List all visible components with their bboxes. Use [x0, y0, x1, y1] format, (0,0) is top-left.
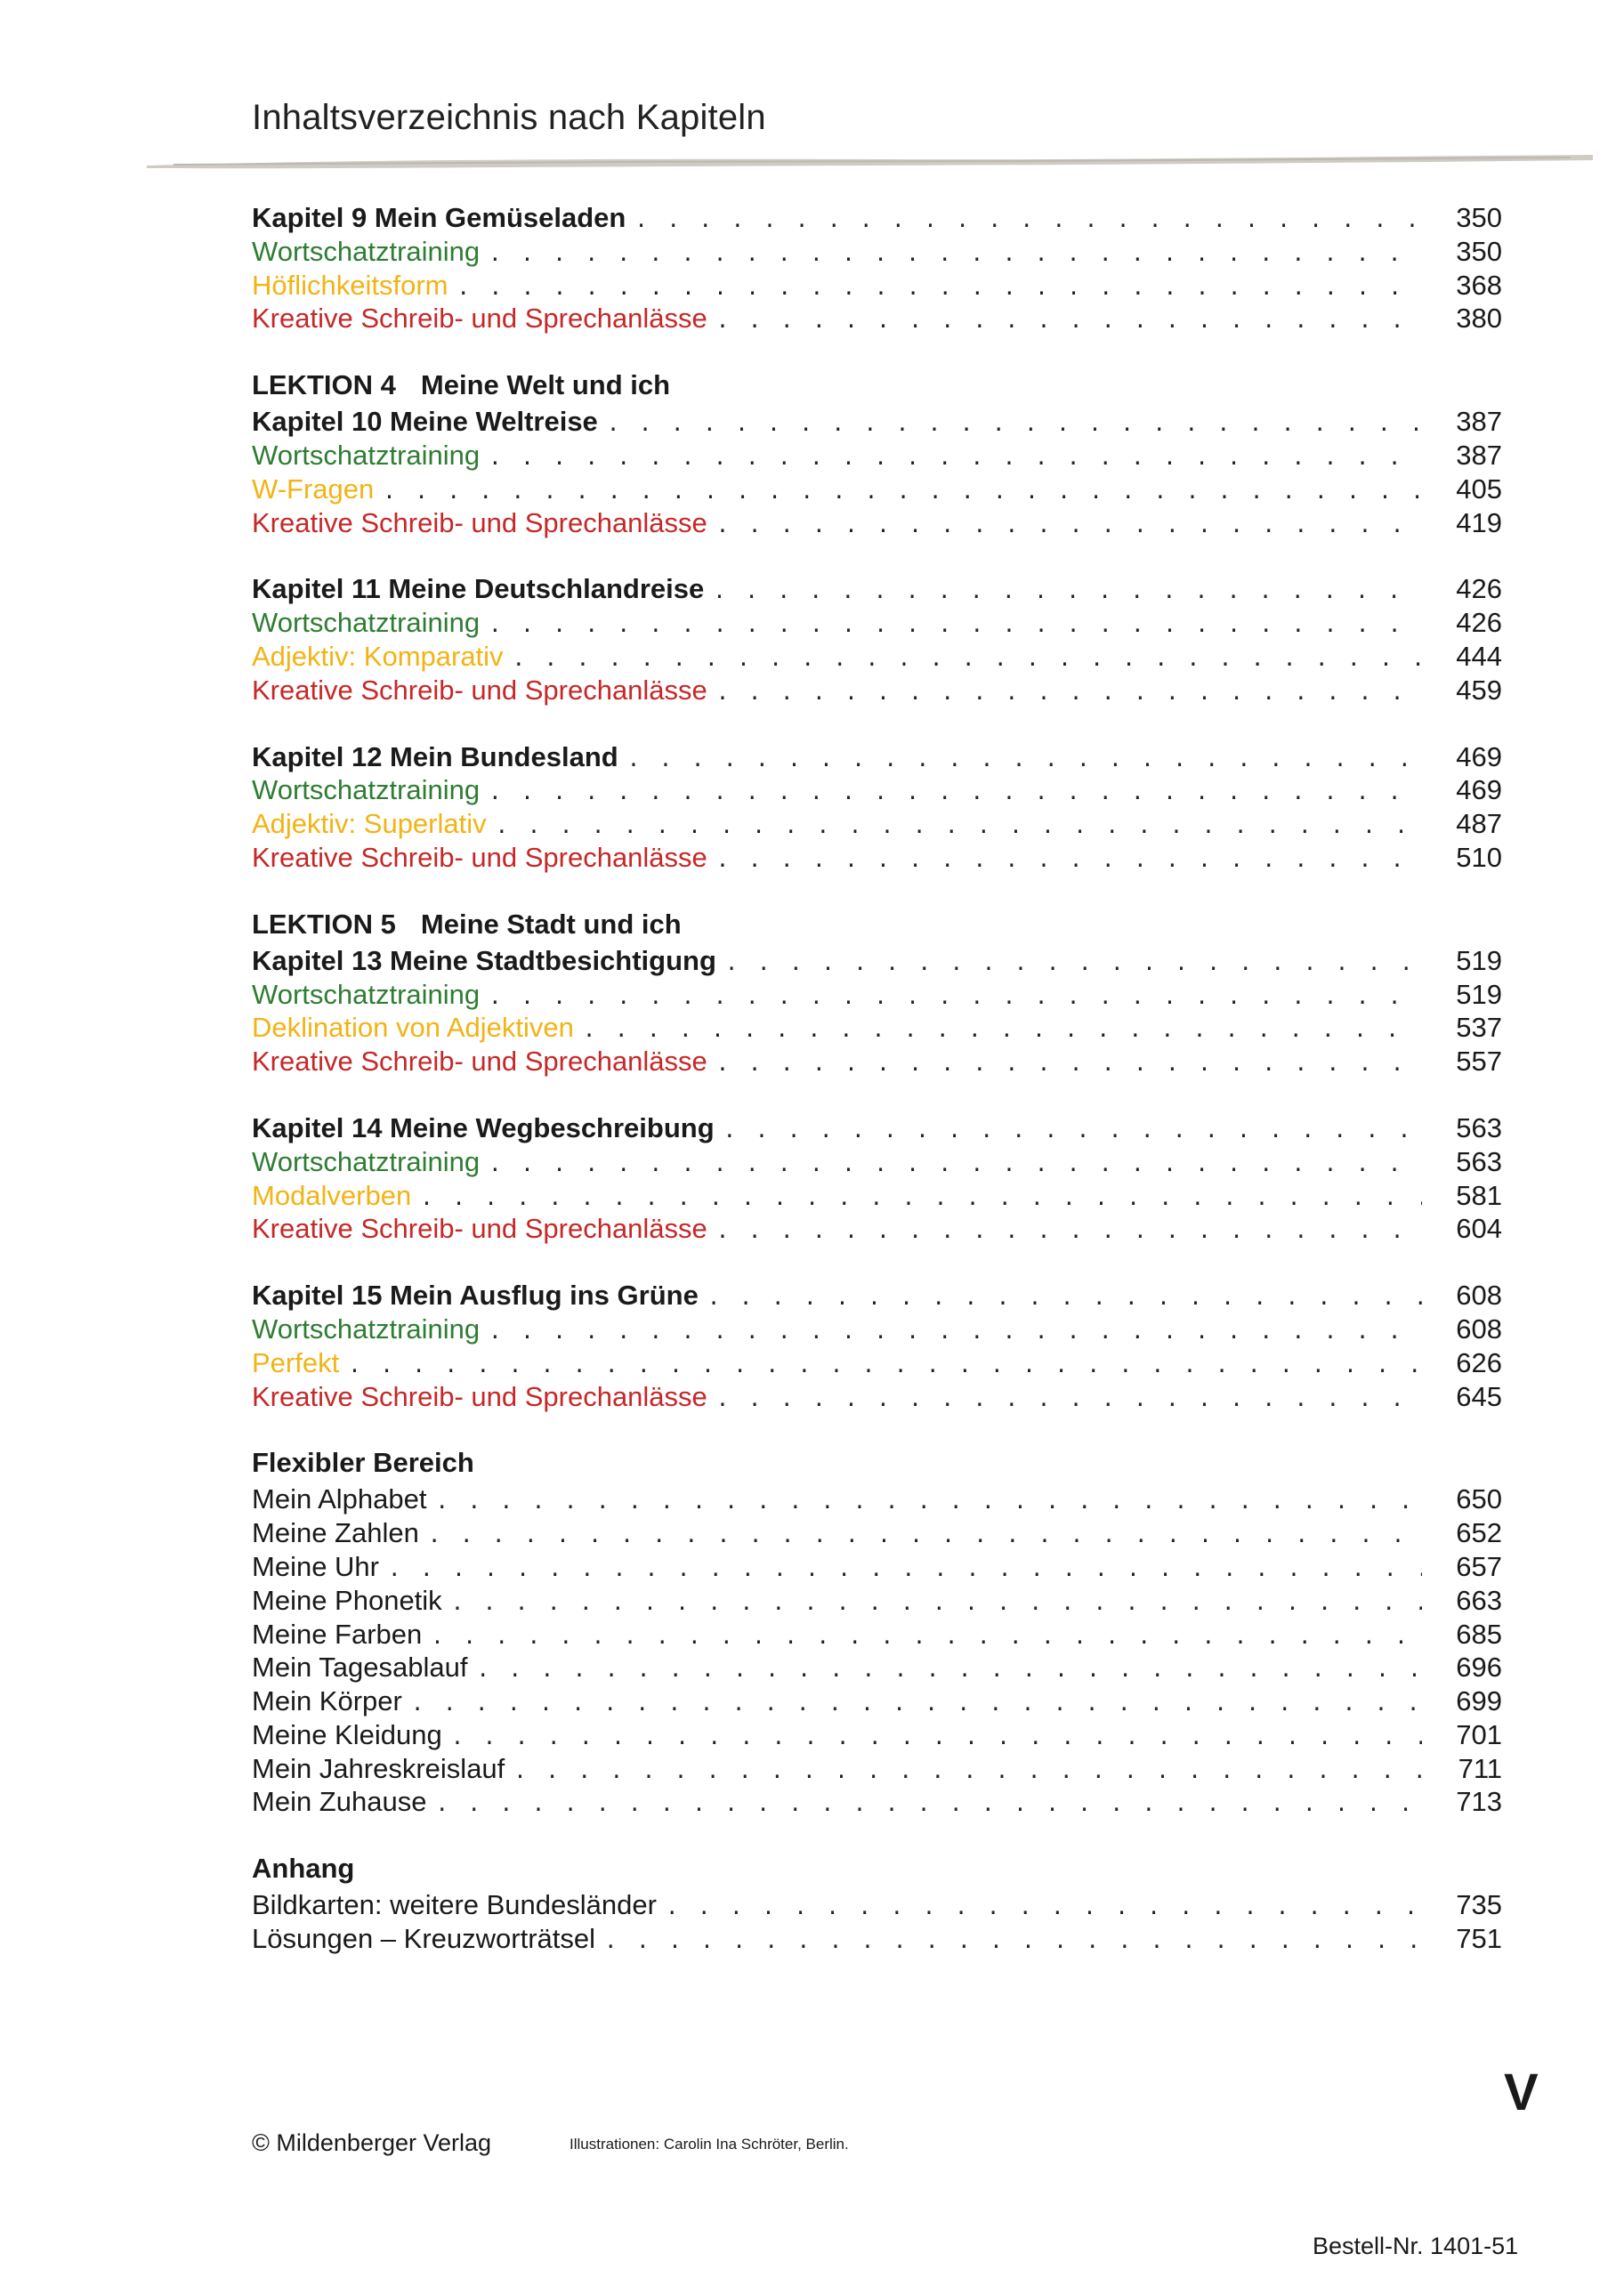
- entry-page: 563: [1456, 1111, 1502, 1143]
- entry-page: 713: [1456, 1786, 1502, 1818]
- toc-entry-creative[interactable]: [252, 1212, 1502, 1246]
- entry-page: 419: [1456, 506, 1502, 538]
- entry-label: Meine Kleidung: [252, 1718, 442, 1750]
- toc-entry[interactable]: [252, 1584, 1502, 1618]
- toc-entry[interactable]: [252, 1922, 1502, 1956]
- entry-page: 469: [1456, 774, 1502, 806]
- leader-dots: [435, 1485, 1422, 1519]
- toc-entry-creative[interactable]: [252, 674, 1502, 707]
- entry-page: 696: [1456, 1652, 1502, 1684]
- entry-label: Adjektiv: Superlativ: [252, 808, 487, 840]
- chapter-11: [252, 572, 1502, 707]
- toc-entry-creative[interactable]: [252, 506, 1502, 540]
- leader-dots: [723, 1114, 1422, 1148]
- leader-dots: [607, 408, 1422, 441]
- leader-dots: [716, 304, 1422, 338]
- leader-dots: [411, 1687, 1422, 1721]
- entry-label: Kapitel 12 Mein Bundesland: [252, 740, 618, 772]
- entry-label: Kapitel 15 Mein Ausflug ins Grüne: [252, 1280, 699, 1312]
- entry-page: 581: [1456, 1179, 1502, 1211]
- entry-label: Wortschatztraining: [252, 235, 481, 267]
- entry-page: 350: [1456, 235, 1502, 267]
- anhang-list: [252, 1888, 1502, 1956]
- toc-entry-vocabulary[interactable]: [252, 1313, 1502, 1346]
- toc-entry-vocabulary[interactable]: [252, 978, 1502, 1012]
- entry-label: Mein Tagesablauf: [252, 1652, 468, 1684]
- leader-dots: [716, 1047, 1422, 1081]
- entry-page: 444: [1456, 640, 1502, 672]
- toc-entry-vocabulary[interactable]: [252, 606, 1502, 640]
- title-brush-rule: [147, 151, 1593, 174]
- toc-entry-chapter[interactable]: [252, 405, 1502, 439]
- leader-dots: [489, 1315, 1422, 1349]
- entry-label: Mein Jahreskreislauf: [252, 1752, 505, 1784]
- entry-page: 405: [1456, 473, 1502, 505]
- entry-page: 387: [1456, 406, 1502, 438]
- toc-entry[interactable]: [252, 1785, 1502, 1819]
- entry-label: Kapitel 10 Meine Weltreise: [252, 406, 598, 438]
- toc-entry-grammar[interactable]: [252, 807, 1502, 841]
- entry-label: Meine Farben: [252, 1618, 423, 1650]
- leader-dots: [451, 1721, 1422, 1755]
- entry-page: 387: [1456, 439, 1502, 471]
- leader-dots: [489, 776, 1422, 810]
- entry-label: Kreative Schreib- und Sprechanlässe: [252, 1213, 707, 1245]
- entry-label: Kreative Schreib- und Sprechanlässe: [252, 1380, 707, 1412]
- entry-label: Mein Körper: [252, 1685, 402, 1717]
- leader-dots: [388, 1553, 1422, 1587]
- entry-label: Mein Zuhause: [252, 1786, 427, 1818]
- toc-entry-vocabulary[interactable]: [252, 773, 1502, 807]
- leader-dots: [604, 1925, 1422, 1959]
- toc-entry-grammar[interactable]: [252, 1179, 1502, 1213]
- leader-dots: [513, 1755, 1422, 1789]
- toc-entry-grammar[interactable]: [252, 640, 1502, 674]
- toc-entry[interactable]: [252, 1752, 1502, 1786]
- lektion-4-heading: [252, 365, 1502, 405]
- entry-page: 626: [1456, 1346, 1502, 1378]
- entry-label: Wortschatztraining: [252, 774, 481, 806]
- entry-label: Kapitel 14 Meine Wegbeschreibung: [252, 1111, 715, 1143]
- leader-dots: [634, 204, 1422, 238]
- entry-label: Meine Uhr: [252, 1550, 379, 1582]
- order-number: Bestell-Nr. 1401-51: [1313, 2233, 1519, 2259]
- entry-label: Perfekt: [252, 1346, 340, 1378]
- toc-entry-grammar[interactable]: [252, 473, 1502, 506]
- entry-page: 711: [1458, 1752, 1502, 1784]
- entry-page: 645: [1456, 1380, 1502, 1412]
- table-of-contents: [252, 201, 1502, 1956]
- entry-label: Modalverben: [252, 1179, 412, 1211]
- toc-entry-creative[interactable]: [252, 302, 1502, 335]
- leader-dots: [489, 609, 1422, 642]
- chapter-15: [252, 1279, 1502, 1413]
- entry-label: Wortschatztraining: [252, 439, 481, 471]
- leader-dots: [489, 981, 1422, 1014]
- toc-entry[interactable]: [252, 1684, 1502, 1718]
- leader-dots: [707, 1281, 1422, 1315]
- entry-label: Lösungen – Kreuzworträtsel: [252, 1923, 596, 1955]
- chapter-12: [252, 740, 1502, 875]
- chapter-10: [252, 405, 1502, 539]
- leader-dots: [583, 1014, 1422, 1047]
- lektion-title: Meine Stadt und ich: [420, 908, 682, 940]
- entry-label: Kapitel 11 Meine Deutschlandreise: [252, 573, 705, 605]
- entry-page: 735: [1456, 1889, 1502, 1921]
- toc-entry-grammar[interactable]: [252, 1011, 1502, 1045]
- leader-dots: [716, 509, 1422, 543]
- leader-dots: [420, 1182, 1422, 1216]
- entry-page: 699: [1456, 1685, 1502, 1717]
- entry-page: 604: [1456, 1213, 1502, 1245]
- entry-page: 426: [1456, 573, 1502, 605]
- entry-page: 608: [1456, 1280, 1502, 1312]
- toc-entry-creative[interactable]: [252, 841, 1502, 875]
- entry-page: 657: [1456, 1550, 1502, 1582]
- leader-dots: [489, 238, 1422, 271]
- entry-label: Kapitel 9 Mein Gemüseladen: [252, 202, 626, 233]
- toc-entry-vocabulary[interactable]: [252, 235, 1502, 269]
- leader-dots: [348, 1349, 1422, 1383]
- chapter-14: [252, 1111, 1502, 1246]
- toc-entry-grammar[interactable]: [252, 1346, 1502, 1380]
- toc-entry[interactable]: [252, 1550, 1502, 1584]
- leader-dots: [716, 1383, 1422, 1417]
- entry-label: Mein Alphabet: [252, 1483, 427, 1515]
- toc-entry-creative[interactable]: [252, 1380, 1502, 1414]
- entry-label: Wortschatztraining: [252, 607, 481, 639]
- leader-dots: [627, 743, 1422, 777]
- leader-dots: [489, 441, 1422, 475]
- roman-page-number: V: [1504, 2064, 1539, 2121]
- entry-page: 701: [1456, 1718, 1502, 1750]
- lektion-number: LEKTION 5: [252, 908, 396, 940]
- toc-entry[interactable]: [252, 1482, 1502, 1516]
- toc-entry-vocabulary[interactable]: [252, 439, 1502, 473]
- entry-label: Kreative Schreib- und Sprechanlässe: [252, 303, 707, 335]
- entry-label: Meine Zahlen: [252, 1517, 419, 1549]
- entry-label: Wortschatztraining: [252, 1313, 481, 1345]
- entry-page: 537: [1456, 1012, 1502, 1044]
- leader-dots: [725, 947, 1422, 981]
- entry-label: Kreative Schreib- und Sprechanlässe: [252, 674, 707, 706]
- leader-dots: [666, 1891, 1422, 1925]
- entry-label: Kapitel 13 Meine Stadtbesichtigung: [252, 944, 716, 976]
- toc-entry-chapter[interactable]: [252, 1279, 1502, 1313]
- entry-page: 751: [1456, 1923, 1502, 1955]
- leader-dots: [428, 1519, 1422, 1553]
- entry-page: 685: [1456, 1618, 1502, 1650]
- entry-label: Wortschatztraining: [252, 1145, 481, 1177]
- entry-label: W-Fragen: [252, 473, 375, 505]
- toc-entry-chapter[interactable]: [252, 944, 1502, 978]
- entry-page: 426: [1456, 607, 1502, 639]
- entry-label: Meine Phonetik: [252, 1584, 442, 1616]
- page-title: Inhaltsverzeichnis nach Kapiteln: [252, 98, 766, 137]
- entry-label: Adjektiv: Komparativ: [252, 640, 504, 672]
- leader-dots: [713, 575, 1422, 609]
- flexibler-bereich-heading: Flexibler Bereich: [252, 1447, 474, 1479]
- leader-dots: [431, 1620, 1422, 1654]
- toc-entry-chapter[interactable]: [252, 201, 1502, 235]
- entry-page: 487: [1456, 808, 1502, 840]
- illustration-credit: Illustrationen: Carolin Ina Schröter, Berlin.: [570, 2136, 849, 2153]
- entry-page: 519: [1456, 978, 1502, 1010]
- lektion-number: LEKTION 4: [252, 369, 396, 401]
- entry-label: Deklination von Adjektiven: [252, 1012, 574, 1044]
- flexibler-bereich-list: [252, 1482, 1502, 1819]
- toc-entry-creative[interactable]: [252, 1045, 1502, 1078]
- entry-page: 350: [1456, 202, 1502, 233]
- toc-entry[interactable]: [252, 1651, 1502, 1684]
- entry-page: 519: [1456, 944, 1502, 976]
- entry-page: 380: [1456, 303, 1502, 335]
- toc-entry[interactable]: [252, 1718, 1502, 1752]
- entry-label: Höflichkeitsform: [252, 269, 448, 301]
- entry-label: Kreative Schreib- und Sprechanlässe: [252, 1046, 707, 1078]
- leader-dots: [451, 1587, 1422, 1620]
- chapter-13: [252, 944, 1502, 1078]
- toc-entry[interactable]: [252, 1618, 1502, 1652]
- entry-page: 510: [1456, 841, 1502, 873]
- entry-label: Kreative Schreib- und Sprechanlässe: [252, 841, 707, 873]
- lektion-title: Meine Welt und ich: [420, 369, 671, 401]
- leader-dots: [457, 271, 1423, 305]
- toc-entry-vocabulary[interactable]: [252, 1145, 1502, 1179]
- toc-entry-chapter[interactable]: [252, 572, 1502, 606]
- leader-dots: [513, 642, 1422, 676]
- toc-entry-chapter[interactable]: [252, 740, 1502, 774]
- entry-page: 663: [1456, 1584, 1502, 1616]
- toc-entry[interactable]: [252, 1516, 1502, 1550]
- entry-page: 469: [1456, 740, 1502, 772]
- entry-page: 557: [1456, 1046, 1502, 1078]
- leader-dots: [383, 475, 1422, 509]
- leader-dots: [716, 844, 1422, 877]
- anhang-heading: Anhang: [252, 1853, 355, 1885]
- leader-dots: [496, 810, 1422, 844]
- leader-dots: [435, 1788, 1422, 1822]
- leader-dots: [716, 1215, 1422, 1248]
- lektion-5-heading: [252, 904, 1502, 944]
- leader-dots: [716, 676, 1422, 710]
- leader-dots: [489, 1148, 1422, 1182]
- entry-label: Bildkarten: weitere Bundesländer: [252, 1889, 657, 1921]
- entry-page: 652: [1456, 1517, 1502, 1549]
- entry-page: 650: [1456, 1483, 1502, 1515]
- entry-page: 608: [1456, 1313, 1502, 1345]
- toc-entry[interactable]: [252, 1888, 1502, 1922]
- entry-label: Kreative Schreib- und Sprechanlässe: [252, 506, 707, 538]
- entry-page: 563: [1456, 1145, 1502, 1177]
- toc-entry-chapter[interactable]: [252, 1111, 1502, 1145]
- entry-page: 368: [1456, 269, 1502, 301]
- toc-entry-grammar[interactable]: [252, 269, 1502, 303]
- leader-dots: [476, 1653, 1422, 1687]
- entry-label: Wortschatztraining: [252, 978, 481, 1010]
- entry-page: 459: [1456, 674, 1502, 706]
- copyright-notice: © Mildenberger Verlag: [252, 2129, 492, 2156]
- chapter-9: [252, 201, 1502, 335]
